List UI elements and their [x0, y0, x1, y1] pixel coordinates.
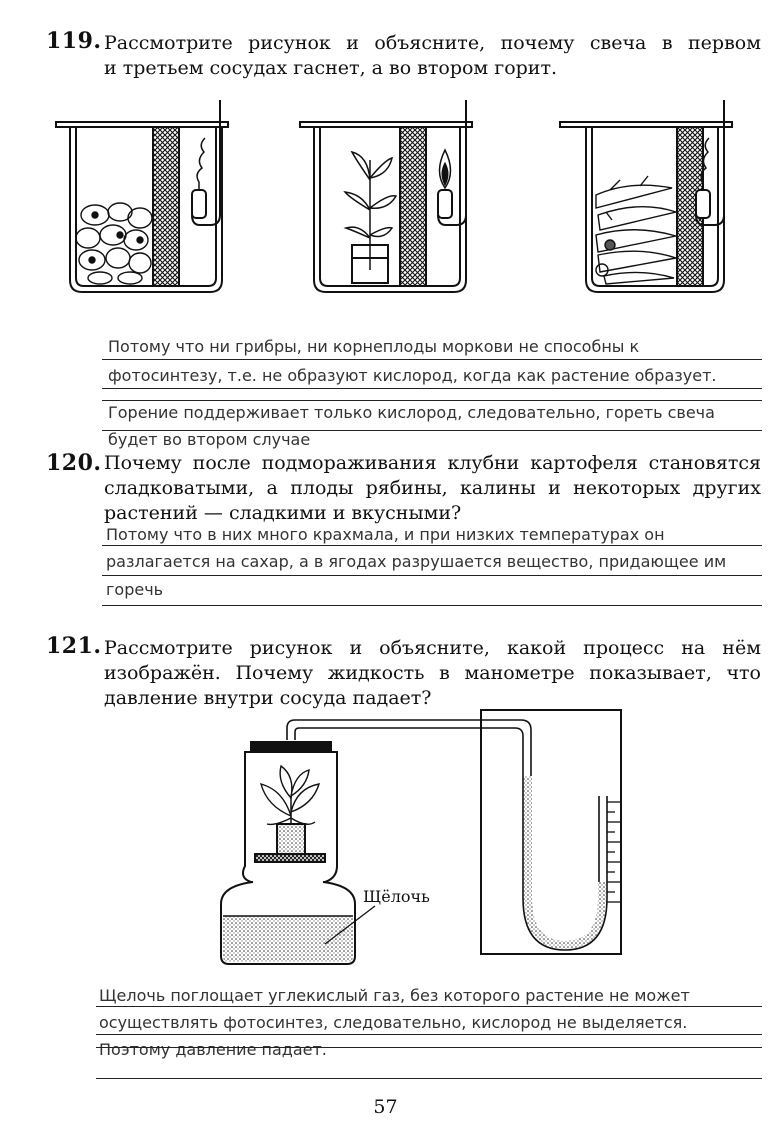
mushrooms-pile [76, 203, 152, 284]
question-text [104, 636, 761, 711]
answer-rule [102, 605, 762, 606]
answer-rule [102, 359, 762, 360]
question-line: давление внутри сосуда падает? [104, 687, 432, 709]
question-121 [46, 634, 762, 712]
question-line: Почему после подмораживания клубни картофеля становятся [104, 452, 761, 474]
bottle [221, 742, 355, 964]
answer-rule [96, 1078, 762, 1079]
question-line: изображён. Почему жидкость в манометре показывает, что [104, 662, 761, 684]
question-119 [46, 29, 762, 81]
answer-120-line: разлагается на сахар, а в ягодах разрушается вещество, придающее им [106, 552, 727, 571]
answer-rule [96, 1034, 762, 1035]
question-120 [46, 451, 762, 529]
question-line: и третьем сосудах гаснет, а во втором горит. [104, 57, 558, 79]
answer-119-line: Горение поддерживает только кислород, следовательно, гореть свеча [108, 403, 715, 422]
question-number: 119. [46, 28, 102, 54]
answer-121-line: Щелочь поглощает углекислый газ, без которого растение не может [99, 986, 690, 1005]
answer-rule [102, 400, 762, 401]
answer-rule [96, 1047, 762, 1048]
question-text [104, 31, 761, 81]
answer-121-line: осуществлять фотосинтез, следовательно, кислород не выделяется. [99, 1013, 688, 1032]
answer-119-line: Потому что ни грибры, ни корнеплоды моркови не способны к [108, 337, 640, 356]
question-line: сладковатыми, а плоды рябины, калины и некоторых других [104, 477, 761, 499]
answer-120-line: Потому что в них много крахмала, и при низких температурах он [106, 525, 665, 544]
answer-121-line: Поэтому давление падает. [99, 1040, 327, 1059]
question-line: растений — сладкими и вкусными? [104, 502, 462, 524]
answer-119-line: фотосинтезу, т.е. не образуют кислород, когда как растение образует. [108, 366, 717, 385]
answer-rule [102, 575, 762, 576]
question-line: Рассмотрите рисунок и объясните, какой процесс на нём [104, 637, 761, 659]
answer-120-line: горечь [106, 580, 164, 599]
jar-3-carrots [560, 100, 732, 292]
alkali-label: Щёлочь [363, 887, 430, 906]
question-number: 121. [46, 633, 102, 659]
answer-rule [102, 388, 762, 389]
page-number: 57 [373, 1096, 398, 1118]
answer-rule [96, 1006, 762, 1007]
carrots-pile [596, 176, 676, 284]
question-number: 120. [46, 450, 102, 476]
figure-manometer [215, 706, 675, 976]
answer-119-line: будет во втором случае [108, 430, 311, 449]
question-line: Рассмотрите рисунок и объясните, почему свеча в первом [104, 32, 761, 54]
jar-2-plant [300, 100, 472, 292]
jar-1-mushrooms [56, 100, 228, 292]
question-text [104, 451, 761, 526]
answer-rule [102, 545, 762, 546]
